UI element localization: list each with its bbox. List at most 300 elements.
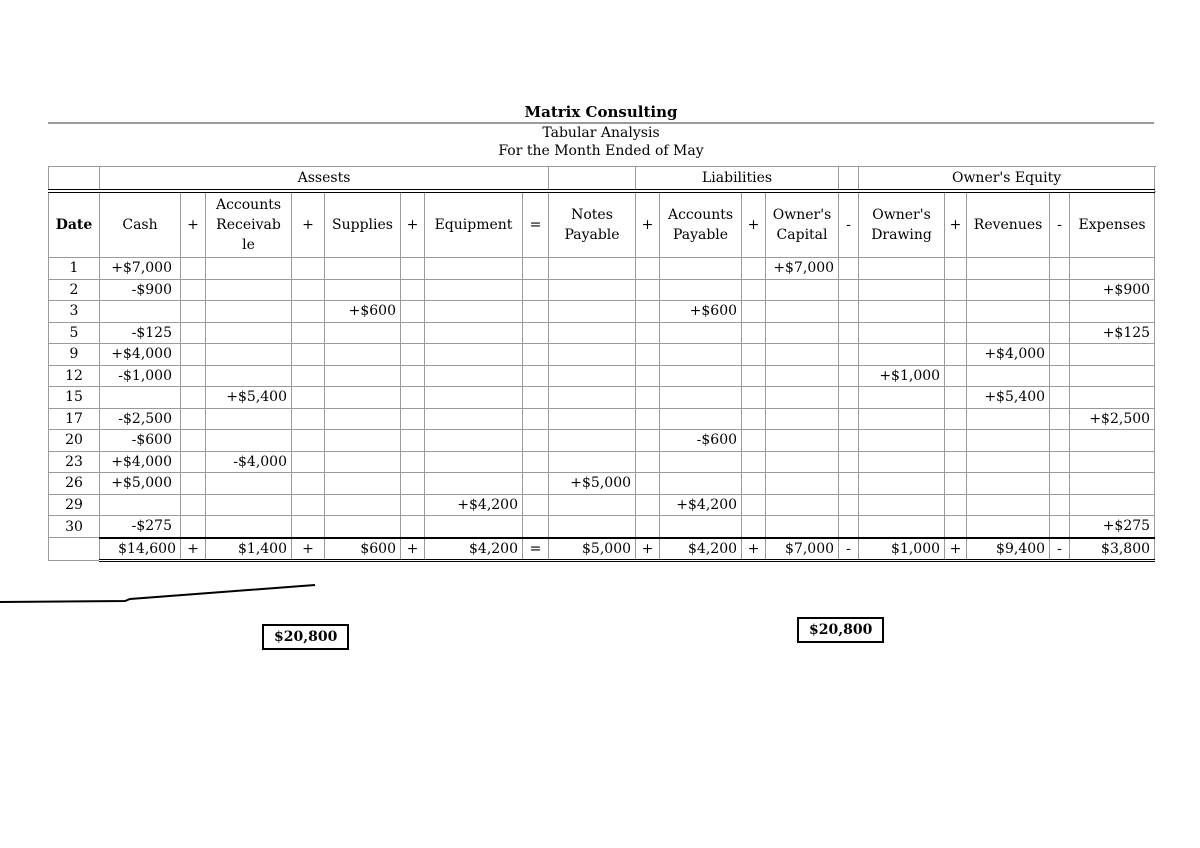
cell-notes-payable [549,258,636,280]
cell-expenses: +$125 [1070,322,1155,344]
cell-operator-gap [839,473,859,495]
cell-notes-payable [549,516,636,538]
cell-operator-gap [945,344,967,366]
cell-accounts-payable [660,365,742,387]
cell-operator-gap [523,473,549,495]
cell-date: 1 [49,258,100,280]
cell-operator-gap [636,279,660,301]
cell-supplies [325,408,401,430]
cell-operator-gap [839,516,859,538]
cell-supplies [325,258,401,280]
cell-operator-gap [839,408,859,430]
cell-operator-gap [523,387,549,409]
cell-notes-payable [549,279,636,301]
header-supplies: Supplies [325,191,401,258]
assets-total-box: $20,800 [262,624,349,650]
cell-expenses [1070,451,1155,473]
cell-accounts-receivable: +$5,400 [206,387,292,409]
header-op: + [292,191,325,258]
cell-operator-gap [839,430,859,452]
cell-operator-gap [636,301,660,323]
cell-accounts-receivable [206,516,292,538]
cell-operator-gap [181,322,206,344]
cell-operator-gap [181,430,206,452]
cell-expenses [1070,344,1155,366]
cell-expenses: +$2,500 [1070,408,1155,430]
cell-operator-gap [401,430,425,452]
cell-accounts-receivable [206,365,292,387]
cell-owners-drawing [859,430,945,452]
cell-operator-gap [181,301,206,323]
cell-cash: -$900 [100,279,181,301]
cell-owners-drawing [859,387,945,409]
cell-cash [100,301,181,323]
cell-operator-gap [292,344,325,366]
cell-owners-capital [766,473,839,495]
cell-owners-drawing [859,301,945,323]
cell-date: 23 [49,451,100,473]
cell-operator-gap [636,365,660,387]
cell-revenues [967,408,1050,430]
cell-operator-gap [945,301,967,323]
cell-operator-gap [181,279,206,301]
cell-supplies [325,494,401,516]
cell-operator-gap [401,344,425,366]
total-revenues: $9,400 [967,538,1050,561]
table-row [49,473,1155,495]
cell-operator-gap [636,451,660,473]
cell-operator-gap [839,301,859,323]
cell-operator-gap [523,430,549,452]
cell-revenues: +$5,400 [967,387,1050,409]
cell-operator-gap [523,451,549,473]
cell-date: 29 [49,494,100,516]
cell-accounts-payable [660,387,742,409]
total-operator: + [636,538,660,561]
cell-accounts-receivable [206,344,292,366]
cell-owners-capital [766,279,839,301]
total-notes-payable: $5,000 [549,538,636,561]
cell-supplies: +$600 [325,301,401,323]
cell-cash: +$4,000 [100,451,181,473]
table-row [49,279,1155,301]
cell-cash: -$125 [100,322,181,344]
bracket-line-icon [0,580,330,610]
cell-accounts-receivable [206,258,292,280]
cell-owners-capital [766,494,839,516]
cell-supplies [325,387,401,409]
cell-expenses: +$900 [1070,279,1155,301]
cell-accounts-receivable [206,430,292,452]
header-owners-drawing: Owner's Drawing [859,191,945,258]
cell-operator-gap [636,344,660,366]
total-operator: + [292,538,325,561]
cell-operator-gap [401,494,425,516]
cell-operator-gap [945,516,967,538]
cell-equipment [425,279,523,301]
cell-equipment [425,322,523,344]
cell-operator-gap [292,387,325,409]
total-accounts-payable: $4,200 [660,538,742,561]
table-row [49,365,1155,387]
cell-equipment [425,516,523,538]
cell-operator-gap [181,473,206,495]
cell-cash: -$600 [100,430,181,452]
cell-revenues [967,494,1050,516]
cell-operator-gap [181,387,206,409]
cell-operator-gap [636,387,660,409]
cell-operator-gap [401,387,425,409]
total-operator: + [181,538,206,561]
cell-supplies [325,322,401,344]
cell-operator-gap [523,516,549,538]
cell-accounts-receivable [206,408,292,430]
cell-date: 15 [49,387,100,409]
cell-operator-gap [945,387,967,409]
cell-operator-gap [181,258,206,280]
cell-notes-payable [549,322,636,344]
cell-equipment [425,301,523,323]
cell-revenues [967,430,1050,452]
cell-owners-capital [766,387,839,409]
company-name: Matrix Consulting [524,103,678,121]
table-row [49,516,1155,538]
cell-revenues [967,301,1050,323]
cell-revenues [967,516,1050,538]
cell-owners-drawing [859,322,945,344]
cell-owners-capital [766,365,839,387]
cell-revenues [967,258,1050,280]
header-op: + [945,191,967,258]
cell-operator-gap [292,473,325,495]
cell-operator-gap [401,451,425,473]
cell-equipment [425,365,523,387]
cell-expenses [1070,473,1155,495]
cell-operator-gap [523,494,549,516]
header-revenues: Revenues [967,191,1050,258]
cell-operator-gap [292,408,325,430]
cell-accounts-payable [660,344,742,366]
cell-operator-gap [839,279,859,301]
total-operator: + [742,538,766,561]
cell-operator-gap [742,301,766,323]
header-cash: Cash [100,191,181,258]
cell-operator-gap [1050,279,1070,301]
header-owners-capital: Owner's Capital [766,191,839,258]
header-op: - [839,191,859,258]
cell-operator-gap [292,301,325,323]
cell-operator-gap [181,494,206,516]
header-op: + [401,191,425,258]
cell-operator-gap [181,365,206,387]
cell-operator-gap [523,301,549,323]
cell-operator-gap [742,258,766,280]
cell-operator-gap [1050,322,1070,344]
cell-operator-gap [742,430,766,452]
cell-expenses: +$275 [1070,516,1155,538]
cell-owners-drawing [859,408,945,430]
tabular-analysis-table [48,166,1155,562]
cell-operator-gap [401,516,425,538]
cell-notes-payable [549,301,636,323]
cell-operator-gap [523,365,549,387]
cell-owners-capital: +$7,000 [766,258,839,280]
cell-equipment [425,344,523,366]
cell-date: 17 [49,408,100,430]
cell-owners-capital [766,451,839,473]
cell-operator-gap [1050,365,1070,387]
cell-accounts-receivable: -$4,000 [206,451,292,473]
cell-expenses [1070,365,1155,387]
cell-operator-gap [945,473,967,495]
cell-operator-gap [401,258,425,280]
cell-operator-gap [945,451,967,473]
cell-operator-gap [945,279,967,301]
cell-date: 3 [49,301,100,323]
cell-operator-gap [523,408,549,430]
cell-equipment [425,387,523,409]
cell-operator-gap [401,279,425,301]
cell-accounts-payable: +$600 [660,301,742,323]
cell-equipment [425,408,523,430]
cell-revenues [967,322,1050,344]
cell-accounts-payable [660,279,742,301]
cell-date: 9 [49,344,100,366]
table-row [49,322,1155,344]
table-row [49,387,1155,409]
cell-operator-gap [1050,473,1070,495]
cell-accounts-payable [660,516,742,538]
cell-operator-gap [839,344,859,366]
cell-cash: +$7,000 [100,258,181,280]
cell-supplies [325,451,401,473]
cell-operator-gap [401,322,425,344]
cell-operator-gap [742,408,766,430]
cell-operator-gap [1050,451,1070,473]
cell-operator-gap [292,365,325,387]
cell-operator-gap [401,301,425,323]
cell-accounts-receivable [206,494,292,516]
cell-operator-gap [292,494,325,516]
cell-date: 30 [49,516,100,538]
cell-operator-gap [1050,387,1070,409]
cell-accounts-payable: +$4,200 [660,494,742,516]
cell-equipment [425,473,523,495]
cell-equipment: +$4,200 [425,494,523,516]
group-assets: Assests [100,167,549,192]
total-blank [49,538,100,561]
cell-operator-gap [945,365,967,387]
cell-cash: -$1,000 [100,365,181,387]
report-subtitle: Tabular Analysis [542,125,660,141]
cell-operator-gap [742,451,766,473]
cell-operator-gap [945,408,967,430]
cell-revenues [967,451,1050,473]
cell-owners-drawing [859,258,945,280]
cell-operator-gap [742,279,766,301]
cell-accounts-payable [660,473,742,495]
cell-operator-gap [742,322,766,344]
cell-owners-drawing [859,344,945,366]
cell-owners-drawing: +$1,000 [859,365,945,387]
cell-operator-gap [742,344,766,366]
total-expenses: $3,800 [1070,538,1155,561]
cell-operator-gap [1050,408,1070,430]
cell-operator-gap [523,279,549,301]
cell-operator-gap [181,408,206,430]
cell-operator-gap [1050,344,1070,366]
cell-date: 5 [49,322,100,344]
totals-row [49,538,1155,561]
cell-operator-gap [839,322,859,344]
total-operator: - [839,538,859,561]
cell-notes-payable [549,430,636,452]
table-row [49,430,1155,452]
cell-operator-gap [945,430,967,452]
cell-equipment [425,430,523,452]
cell-operator-gap [839,451,859,473]
header-notes-payable: Notes Payable [549,191,636,258]
cell-owners-capital [766,344,839,366]
total-operator: + [945,538,967,561]
cell-expenses [1070,387,1155,409]
header-date: Date [49,191,100,258]
table-row [49,258,1155,280]
cell-operator-gap [1050,430,1070,452]
cell-operator-gap [292,430,325,452]
cell-cash: -$2,500 [100,408,181,430]
cell-accounts-payable [660,258,742,280]
cell-date: 12 [49,365,100,387]
group-header-row [49,167,1155,192]
cell-supplies [325,365,401,387]
total-operator: - [1050,538,1070,561]
cell-supplies [325,344,401,366]
total-cash: $14,600 [100,538,181,561]
report-title-block [48,102,1154,160]
cell-operator-gap [636,473,660,495]
cell-notes-payable: +$5,000 [549,473,636,495]
group-liabilities: Liabilities [636,167,839,192]
total-accounts-receivable: $1,400 [206,538,292,561]
table-row [49,494,1155,516]
cell-operator-gap [181,451,206,473]
cell-owners-drawing [859,279,945,301]
cell-operator-gap [636,258,660,280]
cell-operator-gap [839,494,859,516]
cell-notes-payable [549,365,636,387]
cell-cash [100,494,181,516]
cell-accounts-payable [660,408,742,430]
cell-date: 26 [49,473,100,495]
cell-operator-gap [401,408,425,430]
header-op: + [181,191,206,258]
cell-expenses [1070,494,1155,516]
cell-operator-gap [636,516,660,538]
cell-operator-gap [181,516,206,538]
cell-date: 2 [49,279,100,301]
cell-notes-payable [549,451,636,473]
cell-operator-gap [1050,516,1070,538]
cell-supplies [325,430,401,452]
cell-supplies [325,279,401,301]
cell-operator-gap [401,365,425,387]
cell-owners-capital [766,430,839,452]
cell-accounts-payable [660,322,742,344]
cell-expenses [1070,301,1155,323]
group-plus-gap [839,167,859,192]
header-op: + [636,191,660,258]
cell-accounts-payable [660,451,742,473]
total-owners-capital: $7,000 [766,538,839,561]
cell-notes-payable [549,344,636,366]
cell-operator-gap [1050,258,1070,280]
column-header-row [49,191,1155,258]
cell-cash [100,387,181,409]
cell-revenues [967,365,1050,387]
cell-operator-gap [523,344,549,366]
cell-accounts-receivable [206,301,292,323]
cell-operator-gap [636,408,660,430]
cell-operator-gap [945,494,967,516]
cell-owners-capital [766,516,839,538]
header-equipment: Equipment [425,191,523,258]
cell-operator-gap [292,258,325,280]
cell-accounts-receivable [206,473,292,495]
cell-owners-drawing [859,494,945,516]
cell-operator-gap [742,516,766,538]
cell-revenues: +$4,000 [967,344,1050,366]
cell-equipment [425,258,523,280]
cell-accounts-receivable [206,279,292,301]
total-supplies: $600 [325,538,401,561]
total-operator: = [523,538,549,561]
liabilities-equity-total-box: $20,800 [797,617,884,643]
cell-operator-gap [181,344,206,366]
cell-owners-capital [766,301,839,323]
cell-cash: +$5,000 [100,473,181,495]
table-row [49,301,1155,323]
cell-revenues [967,279,1050,301]
cell-operator-gap [636,430,660,452]
cell-operator-gap [839,387,859,409]
cell-operator-gap [945,258,967,280]
cell-operator-gap [292,451,325,473]
cell-operator-gap [292,279,325,301]
cell-notes-payable [549,408,636,430]
cell-equipment [425,451,523,473]
cell-operator-gap [292,516,325,538]
total-operator: + [401,538,425,561]
header-op: = [523,191,549,258]
group-equals-gap [549,167,636,192]
cell-operator-gap [742,473,766,495]
cell-owners-drawing [859,516,945,538]
cell-operator-gap [636,322,660,344]
cell-operator-gap [523,322,549,344]
cell-notes-payable [549,387,636,409]
cell-owners-capital [766,322,839,344]
cell-operator-gap [839,365,859,387]
header-accounts-payable: Accounts Payable [660,191,742,258]
total-owners-drawing: $1,000 [859,538,945,561]
header-op: + [742,191,766,258]
table-row [49,451,1155,473]
table-row [49,408,1155,430]
cell-operator-gap [742,494,766,516]
cell-cash: +$4,000 [100,344,181,366]
cell-supplies [325,516,401,538]
